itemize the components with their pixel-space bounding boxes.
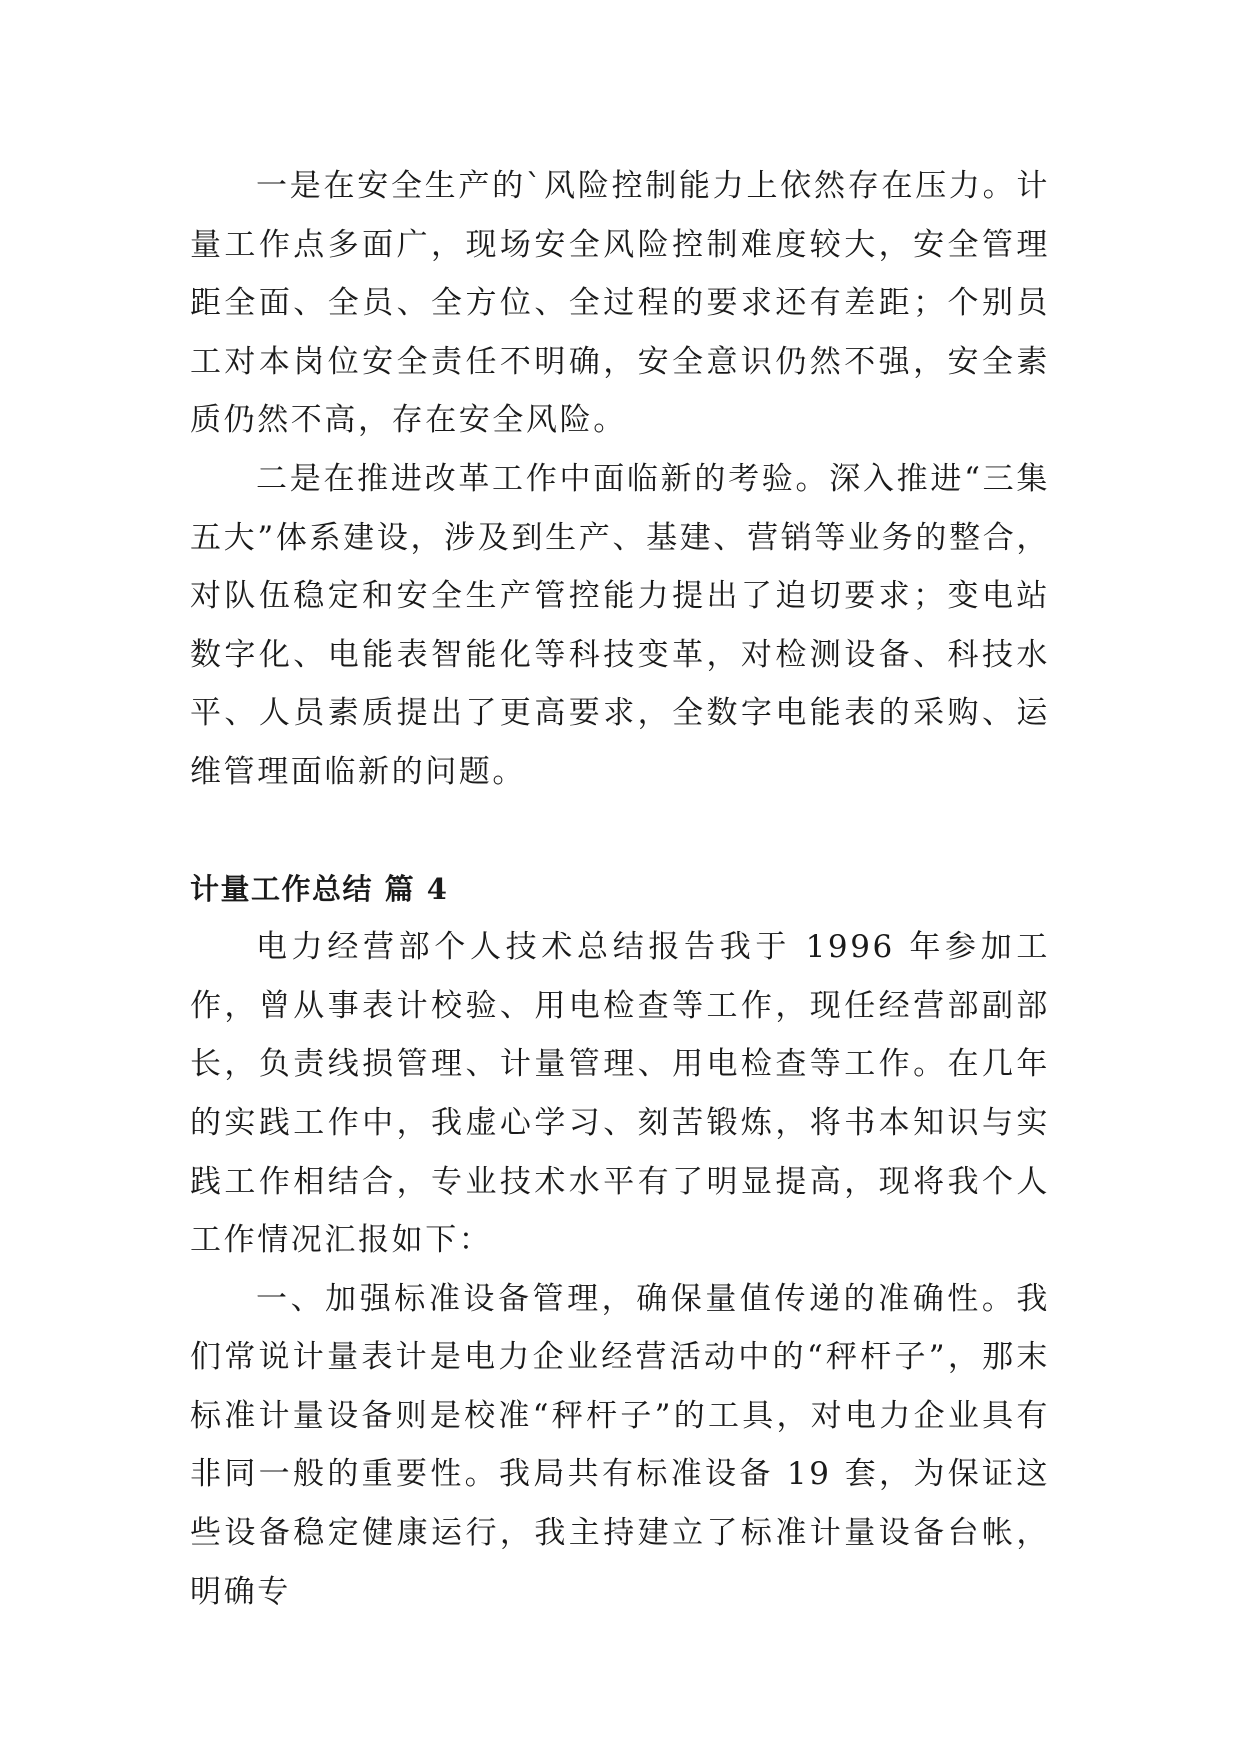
paragraph-safety-risk: 一是在安全生产的`风险控制能力上依然存在压力。计量工作点多面广，现场安全风险控制难度较大，安全管理距全面、全员、全方位、全过程的要求还有差距；个别员工对本岗位安全责任不明确，安全意识仍然不强，安全素质仍然不高，存在安全风险。 [190, 168, 1050, 439]
paragraph-reform-challenge: 二是在推进改革工作中面临新的考验。深入推进“三集五大”体系建设，涉及到生产、基建、营销等业务的整合，对队伍稳定和安全生产管控能力提出了迫切要求；变电站数字化、电能表智能化等科技变革，对检测设备、科技水平、人员素质提出了更高要求，全数字电能表的采购、运维管理面临新的问题。 [190, 460, 1050, 790]
paragraph-personal-summary: 电力经营部个人技术总结报告我于 1996 年参加工作，曾从事表计校验、用电检查等工作，现任经营部副部长，负责线损管理、计量管理、用电检查等工作。在几年的实践工作中，我虚心学习、刻苦锻炼，将书本知识与实践工作相结合，专业技术水平有了明显提高，现将我个人工作情况汇报如下： [190, 929, 1050, 1259]
section-spacer [190, 802, 1050, 860]
paragraph-standard-equipment: 一、加强标准设备管理，确保量值传递的准确性。我们常说计量表计是电力企业经营活动中的“秤杆子”，那末标准计量设备则是校准“秤杆子”的工具，对电力企业具有非同一般的重要性。我局共有标准设备 19 套，为保证这些设备稳定健康运行，我主持建立了标准计量设备台帐，明确专 [190, 1280, 1050, 1610]
section-heading: 计量工作总结 篇 4 [190, 871, 449, 906]
document-body [190, 157, 1050, 1621]
